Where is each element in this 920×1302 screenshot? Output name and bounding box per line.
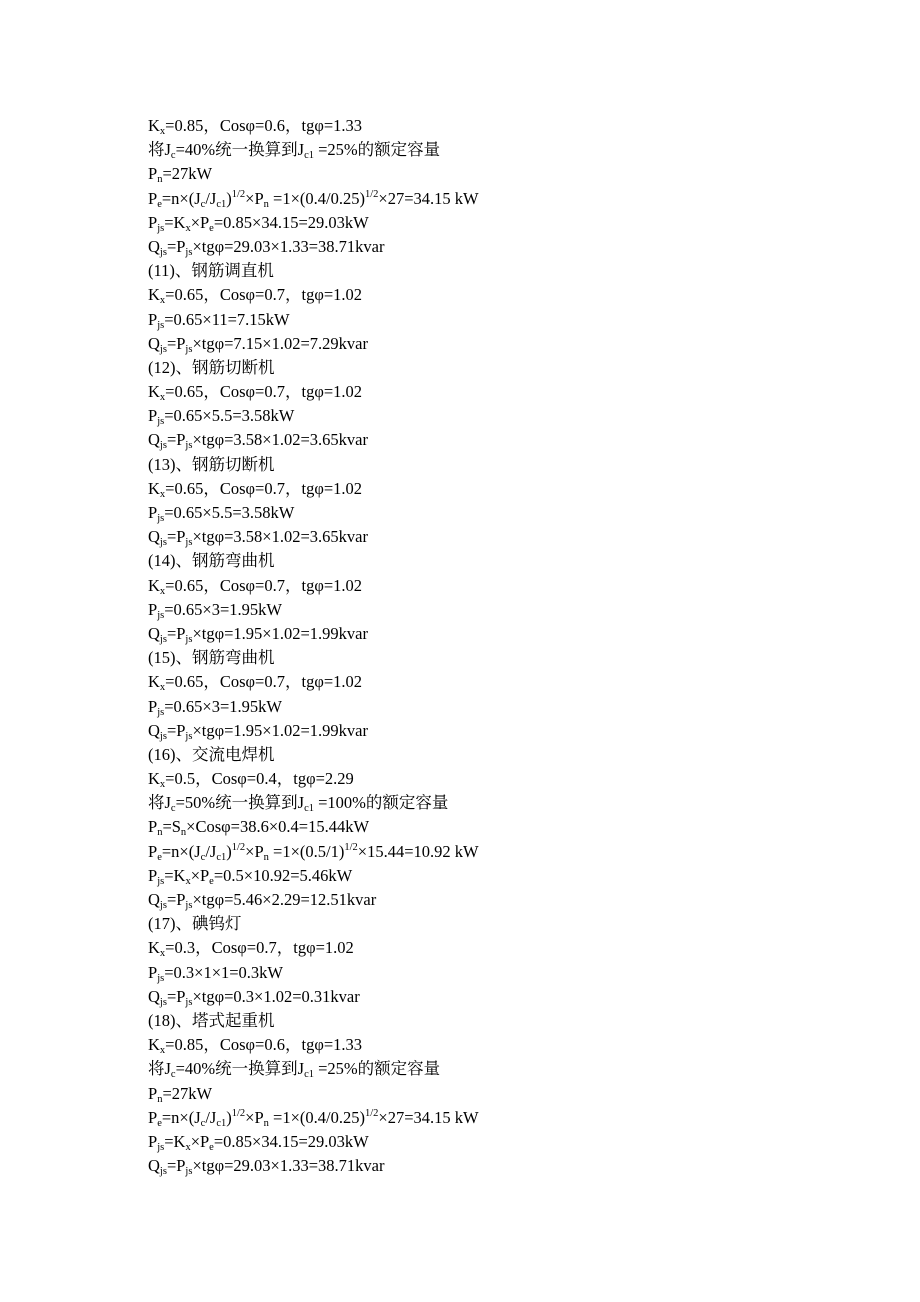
subscript-text: c: [200, 198, 206, 210]
formula-line: [148, 912, 848, 936]
text-run: ×tgφ=5.46×2.29=12.51kvar: [192, 890, 377, 909]
text-run: ×tgφ=1.95×1.02=1.99kvar: [192, 623, 368, 643]
subscript-text: e: [157, 851, 162, 863]
subscript-text: js: [157, 416, 165, 428]
text-run: K: [148, 382, 160, 402]
subscript-text: x: [185, 875, 191, 887]
subscript-text: js: [157, 972, 165, 984]
formula-line: [148, 428, 848, 452]
formula-line: [148, 815, 848, 839]
text-run: 将J: [148, 793, 171, 813]
text-run: P: [148, 212, 158, 232]
subscript-text: x: [159, 585, 166, 597]
subscript-text: js: [157, 319, 165, 331]
document-body: [148, 114, 848, 1178]
text-run: =40%统一换算到J: [175, 140, 305, 160]
text-run: =25%的额定容量: [314, 140, 441, 160]
text-run: =0.65×5.5=3.58kW: [164, 406, 295, 426]
subscript-text: c1: [304, 1069, 314, 1081]
text-run: (12)、钢筋切断机: [148, 357, 275, 377]
text-run: =27kW: [162, 1083, 213, 1103]
text-run: (18)、塔式起重机: [148, 1010, 275, 1030]
subscript-text: x: [159, 126, 166, 137]
subscript-text: c1: [216, 1117, 227, 1129]
text-run: (14)、钢筋弯曲机: [148, 551, 275, 571]
formula-line: [148, 477, 848, 501]
subscript-text: js: [157, 1141, 165, 1153]
text-run: 将J: [148, 140, 171, 160]
text-run: =n×(J: [161, 1107, 201, 1127]
subscript-text: x: [159, 948, 166, 960]
text-run: =0.65，Cosφ=0.7，tgφ=1.02: [165, 382, 363, 402]
subscript-text: js: [157, 875, 165, 887]
formula-line: [148, 114, 848, 138]
text-run: ×tgφ=7.15×1.02=7.29kvar: [192, 333, 368, 353]
text-run: P: [148, 309, 158, 329]
text-run: K: [148, 478, 160, 498]
subscript-text: n: [157, 1093, 163, 1105]
subscript-text: n: [157, 827, 163, 839]
subscript-text: js: [185, 996, 193, 1008]
formula-line: [148, 864, 848, 888]
formula-line: [148, 308, 848, 332]
text-run: Q: [148, 1156, 160, 1176]
text-run: =0.65，Cosφ=0.7，tgφ=1.02: [165, 575, 363, 595]
subscript-text: js: [159, 730, 167, 742]
subscript-text: n: [263, 198, 269, 210]
superscript-text: 1/2: [231, 841, 246, 853]
text-run: =K: [164, 212, 186, 232]
formula-line: [148, 162, 848, 186]
text-run: =0.85，Cosφ=0.6，tgφ=1.33: [165, 1035, 363, 1055]
text-run: /J: [205, 841, 217, 861]
subscript-text: js: [157, 222, 165, 234]
text-run: Q: [148, 527, 160, 547]
text-run: K: [148, 575, 160, 595]
formula-line: [148, 961, 848, 985]
text-run: ×P: [245, 841, 264, 861]
subscript-text: c: [170, 150, 176, 162]
subscript-text: js: [159, 633, 167, 645]
subscript-text: c: [200, 1117, 206, 1129]
subscript-text: js: [159, 537, 167, 549]
formula-line: [148, 138, 848, 162]
formula-line: [148, 598, 848, 622]
text-run: =0.85×34.15=29.03kW: [213, 1131, 369, 1151]
formula-line: [148, 1130, 848, 1154]
subscript-text: n: [157, 174, 163, 186]
subscript-text: e: [209, 1141, 214, 1153]
subscript-text: x: [159, 1045, 166, 1057]
subscript-text: c: [200, 851, 206, 863]
text-run: P: [148, 841, 158, 861]
text-run: =n×(J: [161, 841, 201, 861]
formula-line: [148, 283, 848, 307]
text-run: P: [148, 817, 158, 837]
text-run: =0.65×3=1.95kW: [164, 696, 282, 716]
subscript-text: js: [185, 900, 193, 911]
text-run: =P: [166, 623, 186, 643]
text-run: =K: [164, 1131, 186, 1151]
formula-line: [148, 404, 848, 428]
formula-line: [148, 356, 848, 380]
text-run: =0.85×34.15=29.03kW: [213, 212, 369, 232]
formula-line: [148, 380, 848, 404]
text-run: ×27=34.15 kW: [378, 188, 479, 208]
text-run: =S: [162, 817, 181, 837]
formula-line: [148, 936, 848, 960]
text-run: =0.65×5.5=3.58kW: [164, 503, 295, 522]
text-run: =P: [166, 1156, 186, 1176]
text-run: Q: [148, 430, 160, 450]
formula-line: [148, 453, 848, 477]
subscript-text: x: [159, 682, 166, 694]
text-run: Q: [148, 890, 160, 909]
formula-line: [148, 259, 848, 283]
text-run: P: [148, 962, 158, 982]
text-run: P: [148, 599, 158, 619]
formula-line: [148, 840, 848, 864]
text-run: ×27=34.15 kW: [378, 1107, 479, 1127]
subscript-text: js: [159, 996, 167, 1008]
superscript-text: 1/2: [364, 1107, 379, 1119]
text-run: =0.65，Cosφ=0.7，tgφ=1.02: [165, 478, 363, 498]
formula-line: [148, 574, 848, 598]
text-run: ): [226, 188, 232, 208]
formula-line: [148, 767, 848, 791]
text-run: Q: [148, 236, 160, 256]
formula-line: [148, 1154, 848, 1178]
text-run: =1×(0.4/0.25): [268, 1107, 365, 1127]
subscript-text: js: [159, 440, 167, 452]
subscript-text: js: [185, 1166, 193, 1178]
text-run: ×tgφ=29.03×1.33=38.71kvar: [192, 236, 385, 256]
text-run: ): [226, 1107, 232, 1127]
text-run: =P: [166, 236, 186, 256]
subscript-text: n: [263, 1117, 269, 1129]
text-run: /J: [205, 188, 217, 208]
formula-line: [148, 791, 848, 815]
text-run: =0.3，Cosφ=0.7，tgφ=1.02: [165, 938, 354, 958]
subscript-text: js: [185, 537, 193, 549]
subscript-text: c1: [216, 851, 227, 863]
subscript-text: e: [157, 198, 162, 210]
formula-line: [148, 1009, 848, 1033]
text-run: =P: [166, 430, 186, 450]
text-run: Q: [148, 720, 160, 740]
text-run: ): [226, 841, 232, 861]
text-run: ×P: [190, 1131, 210, 1151]
formula-line: [148, 985, 848, 1009]
subscript-text: n: [180, 827, 187, 839]
text-run: ×tgφ=0.3×1.02=0.31kvar: [192, 986, 360, 1006]
subscript-text: js: [185, 730, 193, 742]
subscript-text: e: [209, 222, 214, 234]
subscript-text: js: [159, 343, 167, 355]
formula-line: [148, 525, 848, 549]
text-run: P: [148, 696, 158, 716]
subscript-text: js: [185, 343, 193, 355]
text-run: ×P: [245, 1107, 264, 1127]
text-run: =0.65，Cosφ=0.7，tgφ=1.02: [165, 672, 363, 692]
subscript-text: x: [159, 295, 166, 307]
formula-line: [148, 1082, 848, 1106]
formula-line: [148, 332, 848, 356]
text-run: P: [148, 503, 158, 522]
subscript-text: c1: [304, 803, 314, 815]
text-run: (11)、钢筋调直机: [148, 261, 274, 281]
text-run: (13)、钢筋切断机: [148, 454, 275, 474]
text-run: P: [148, 1083, 158, 1103]
text-run: =25%的额定容量: [314, 1059, 441, 1079]
subscript-text: js: [185, 440, 193, 452]
text-run: =P: [166, 890, 186, 909]
text-run: =P: [166, 527, 186, 547]
subscript-text: x: [185, 222, 191, 234]
text-run: K: [148, 1035, 160, 1055]
subscript-text: e: [157, 1117, 162, 1129]
text-run: P: [148, 188, 158, 208]
text-run: =100%的额定容量: [314, 793, 449, 813]
formula-line: [148, 646, 848, 670]
text-run: (17)、碘钨灯: [148, 914, 242, 934]
text-run: P: [148, 1107, 158, 1127]
formula-line: [148, 501, 848, 525]
text-run: (16)、交流电焊机: [148, 744, 275, 764]
text-run: ×tgφ=3.58×1.02=3.65kvar: [192, 527, 368, 547]
text-run: ×tgφ=1.95×1.02=1.99kvar: [192, 720, 368, 740]
text-run: ×P: [190, 865, 210, 885]
superscript-text: 1/2: [231, 188, 246, 200]
text-run: Q: [148, 623, 160, 643]
formula-line: [148, 743, 848, 767]
formula-line: [148, 670, 848, 694]
formula-line: [148, 888, 848, 912]
text-run: ×Cosφ=38.6×0.4=15.44kW: [186, 817, 370, 837]
text-run: K: [148, 672, 160, 692]
text-run: ×tgφ=3.58×1.02=3.65kvar: [192, 430, 368, 450]
text-run: =0.3×1×1=0.3kW: [164, 962, 283, 982]
text-run: =1×(0.4/0.25): [268, 188, 365, 208]
text-run: =50%统一换算到J: [175, 793, 305, 813]
formula-line: [148, 719, 848, 743]
subscript-text: e: [209, 875, 214, 887]
subscript-text: js: [157, 706, 165, 718]
text-run: 将J: [148, 1059, 171, 1079]
formula-line: [148, 235, 848, 259]
text-run: =0.5×10.92=5.46kW: [213, 865, 353, 885]
text-run: /J: [205, 1107, 217, 1127]
subscript-text: js: [185, 633, 193, 645]
formula-line: [148, 211, 848, 235]
formula-line: [148, 622, 848, 646]
superscript-text: 1/2: [231, 1107, 246, 1119]
text-run: K: [148, 116, 160, 135]
superscript-text: 1/2: [364, 188, 379, 200]
text-run: =0.5，Cosφ=0.4，tgφ=2.29: [165, 769, 354, 789]
subscript-text: js: [185, 246, 193, 258]
text-run: =0.65×3=1.95kW: [164, 599, 282, 619]
text-run: =27kW: [162, 164, 213, 184]
text-run: =P: [166, 720, 186, 740]
subscript-text: js: [157, 609, 165, 621]
superscript-text: 1/2: [344, 841, 358, 853]
text-run: =0.65×11=7.15kW: [164, 309, 290, 329]
formula-line: [148, 549, 848, 573]
text-run: (15)、钢筋弯曲机: [148, 648, 275, 668]
subscript-text: c1: [216, 198, 227, 210]
formula-line: [148, 187, 848, 211]
text-run: =P: [166, 333, 186, 353]
text-run: ×15.44=10.92 kW: [357, 841, 479, 861]
text-run: =40%统一换算到J: [175, 1059, 305, 1079]
subscript-text: js: [159, 1166, 167, 1178]
text-run: K: [148, 938, 160, 958]
text-run: P: [148, 406, 158, 426]
subscript-text: n: [263, 851, 269, 863]
subscript-text: c: [170, 803, 176, 815]
text-run: =0.65，Cosφ=0.7，tgφ=1.02: [165, 285, 363, 305]
formula-line: [148, 1033, 848, 1057]
text-run: ×tgφ=29.03×1.33=38.71kvar: [192, 1156, 385, 1176]
formula-line: [148, 695, 848, 719]
subscript-text: js: [157, 513, 165, 524]
text-run: =P: [166, 986, 186, 1006]
subscript-text: js: [159, 900, 167, 911]
text-run: P: [148, 865, 158, 885]
text-run: P: [148, 164, 158, 184]
text-run: =1×(0.5/1): [268, 841, 345, 861]
subscript-text: c: [170, 1069, 176, 1081]
subscript-text: c1: [304, 150, 314, 162]
formula-line: [148, 1106, 848, 1130]
text-run: ×P: [190, 212, 210, 232]
subscript-text: x: [185, 1141, 191, 1153]
text-run: =K: [164, 865, 186, 885]
formula-line: [148, 1057, 848, 1081]
subscript-text: js: [159, 246, 167, 258]
subscript-text: x: [159, 779, 166, 791]
text-run: P: [148, 1131, 158, 1151]
text-run: K: [148, 285, 160, 305]
text-run: =n×(J: [161, 188, 201, 208]
subscript-text: x: [159, 392, 166, 404]
text-run: =0.85，Cosφ=0.6，tgφ=1.33: [165, 116, 363, 135]
text-run: Q: [148, 333, 160, 353]
subscript-text: x: [159, 488, 166, 500]
text-run: K: [148, 769, 160, 789]
text-run: Q: [148, 986, 160, 1006]
text-run: ×P: [245, 188, 264, 208]
